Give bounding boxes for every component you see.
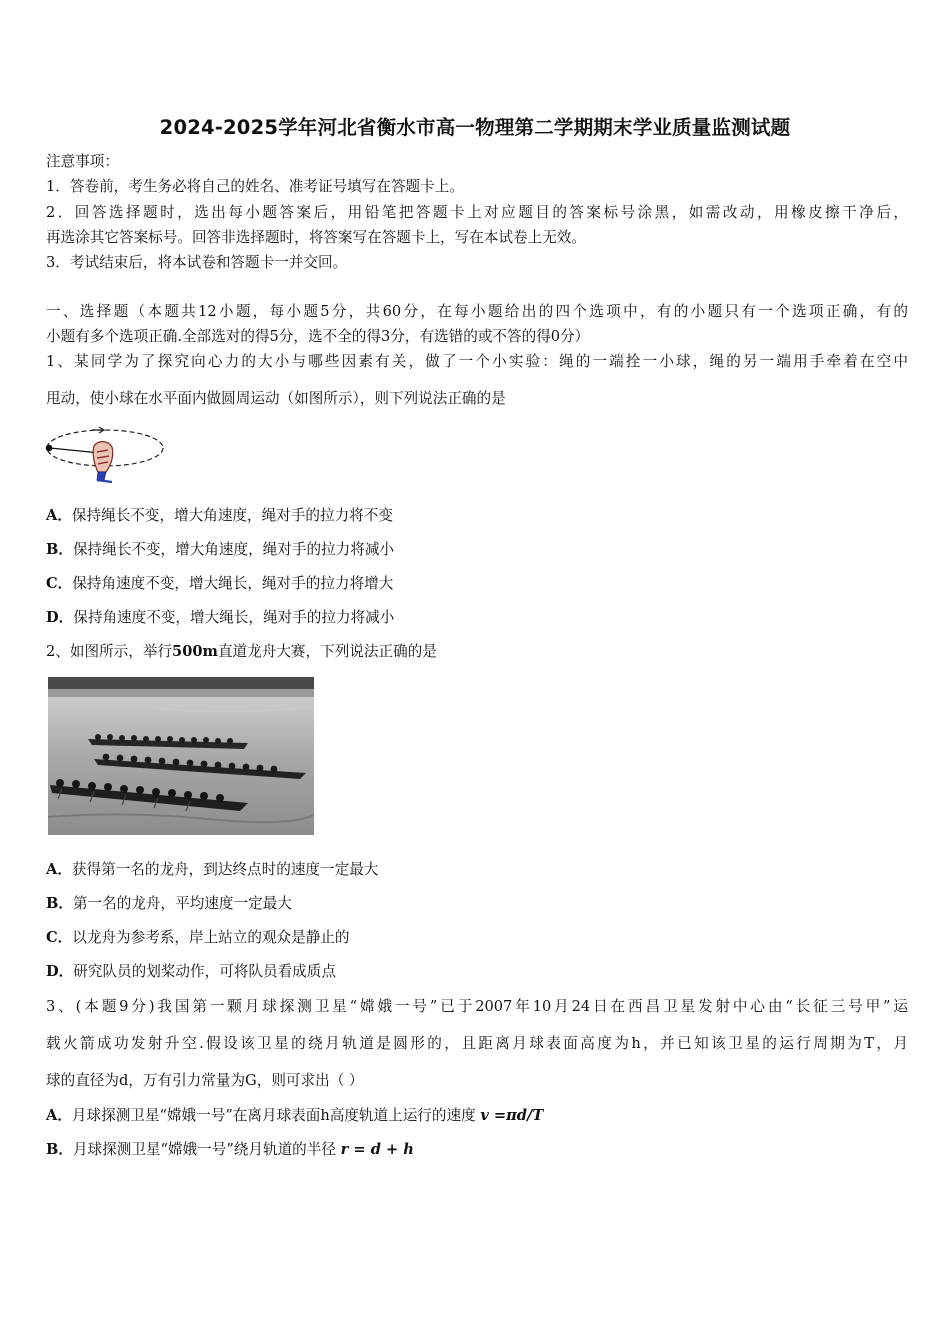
distance-value: 500m — [172, 643, 218, 660]
option-label: A． — [46, 861, 72, 878]
option-text: 保持角速度不变，增大绳长，绳对手的拉力将减小 — [73, 609, 395, 626]
question-3-stem: 3、(本题9分)我国第一颗月球探测卫星“嫦娥一号”已于2007年10月24日在西昌卫星发射中心由“长征三号甲”运 — [46, 998, 908, 1015]
velocity-formula: v =πd/T — [480, 1107, 544, 1124]
notice-item: 再选涂其它答案标号。回答非选择题时，将答案写在答题卡上，写在本试卷上无效。 — [46, 229, 586, 246]
dragon-boat-photo — [48, 677, 314, 835]
q2-option-b — [46, 894, 908, 914]
option-text: 第一名的龙舟，平均速度一定最大 — [72, 895, 292, 912]
option-label: C． — [46, 929, 73, 946]
q1-option-d — [46, 608, 908, 628]
option-label: D． — [46, 609, 74, 626]
option-label: B． — [46, 1141, 73, 1158]
notice-item: 3．考试结束后，将本试卷和答题卡一并交回。 — [46, 254, 348, 271]
option-text: 月球探测卫星“嫦娥一号”在离月球表面h高度轨道上运行的速度 — [71, 1107, 476, 1124]
radius-formula: r = d + h — [340, 1141, 414, 1158]
option-text: 以龙舟为参考系，岸上站立的观众是静止的 — [72, 929, 350, 946]
notice-item: 1．答卷前，考生务必将自己的姓名、准考证号填写在答题卡上。 — [46, 178, 464, 195]
section-instructions: 一、选择题（本题共12小题，每小题5分，共60分，在每小题给出的四个选项中，有的小题只有一个选项正确，有的 — [46, 303, 908, 320]
stem-text: 直道龙舟大赛，下列说法正确的是 — [217, 643, 437, 660]
ball-icon — [46, 445, 53, 452]
option-label: C． — [46, 575, 73, 592]
q1-option-c — [46, 574, 908, 594]
option-text: 月球探测卫星“嫦娥一号”绕月轨道的半径 — [72, 1141, 336, 1158]
string-line — [50, 448, 100, 453]
q2-option-c — [46, 928, 908, 948]
circular-motion-figure — [42, 420, 168, 490]
option-text: 保持角速度不变，增大绳长，绳对手的拉力将增大 — [72, 575, 394, 592]
question-2-stem — [46, 642, 908, 662]
option-text: 获得第一名的龙舟，到达终点时的速度一定最大 — [71, 861, 379, 878]
notice-heading: 注意事项： — [46, 153, 119, 170]
notice-item: 2．回答选择题时，选出每小题答案后，用铅笔把答题卡上对应题目的答案标号涂黑，如需改动，用橡皮擦干净后， — [46, 204, 908, 221]
q2-option-a — [46, 860, 908, 880]
q3-option-a — [46, 1106, 908, 1126]
question-1-stem: 1、某同学为了探究向心力的大小与哪些因素有关，做了一个小实验：绳的一端拴一小球，绳的另一端用手牵着在空中 — [46, 353, 908, 370]
option-label: B． — [46, 541, 73, 558]
q2-option-d — [46, 962, 908, 982]
direction-arrow — [92, 427, 104, 433]
q3-option-b — [46, 1140, 908, 1160]
q1-option-a — [46, 506, 908, 526]
option-label: A． — [46, 1107, 72, 1124]
option-label: A． — [46, 507, 72, 524]
option-label: D． — [46, 963, 74, 980]
question-1-stem: 甩动，使小球在水平面内做圆周运动（如图所示），则下列说法正确的是 — [46, 390, 506, 407]
section-instructions: 小题有多个选项正确.全部选对的得5分，选不全的得3分，有选错的或不答的得0分） — [46, 328, 590, 345]
hand-icon — [93, 442, 113, 482]
stem-text: 2、如图所示，举行 — [46, 643, 173, 660]
page-title: 2024-2025学年河北省衡水市高一物理第二学期期末学业质量监测试题 — [159, 116, 791, 139]
option-text: 保持绳长不变，增大角速度，绳对手的拉力将减小 — [72, 541, 395, 558]
question-3-stem: 载火箭成功发射升空.假设该卫星的绕月轨道是圆形的，且距离月球表面高度为h，并已知该卫星的运行周期为T，月 — [46, 1035, 908, 1052]
option-text: 研究队员的划桨动作，可将队员看成质点 — [73, 963, 336, 980]
question-3-stem: 球的直径为d，万有引力常量为G，则可求出（ ） — [46, 1072, 364, 1089]
option-label: B． — [46, 895, 73, 912]
option-text: 保持绳长不变，增大角速度，绳对手的拉力将不变 — [71, 507, 393, 524]
q1-option-b — [46, 540, 908, 560]
